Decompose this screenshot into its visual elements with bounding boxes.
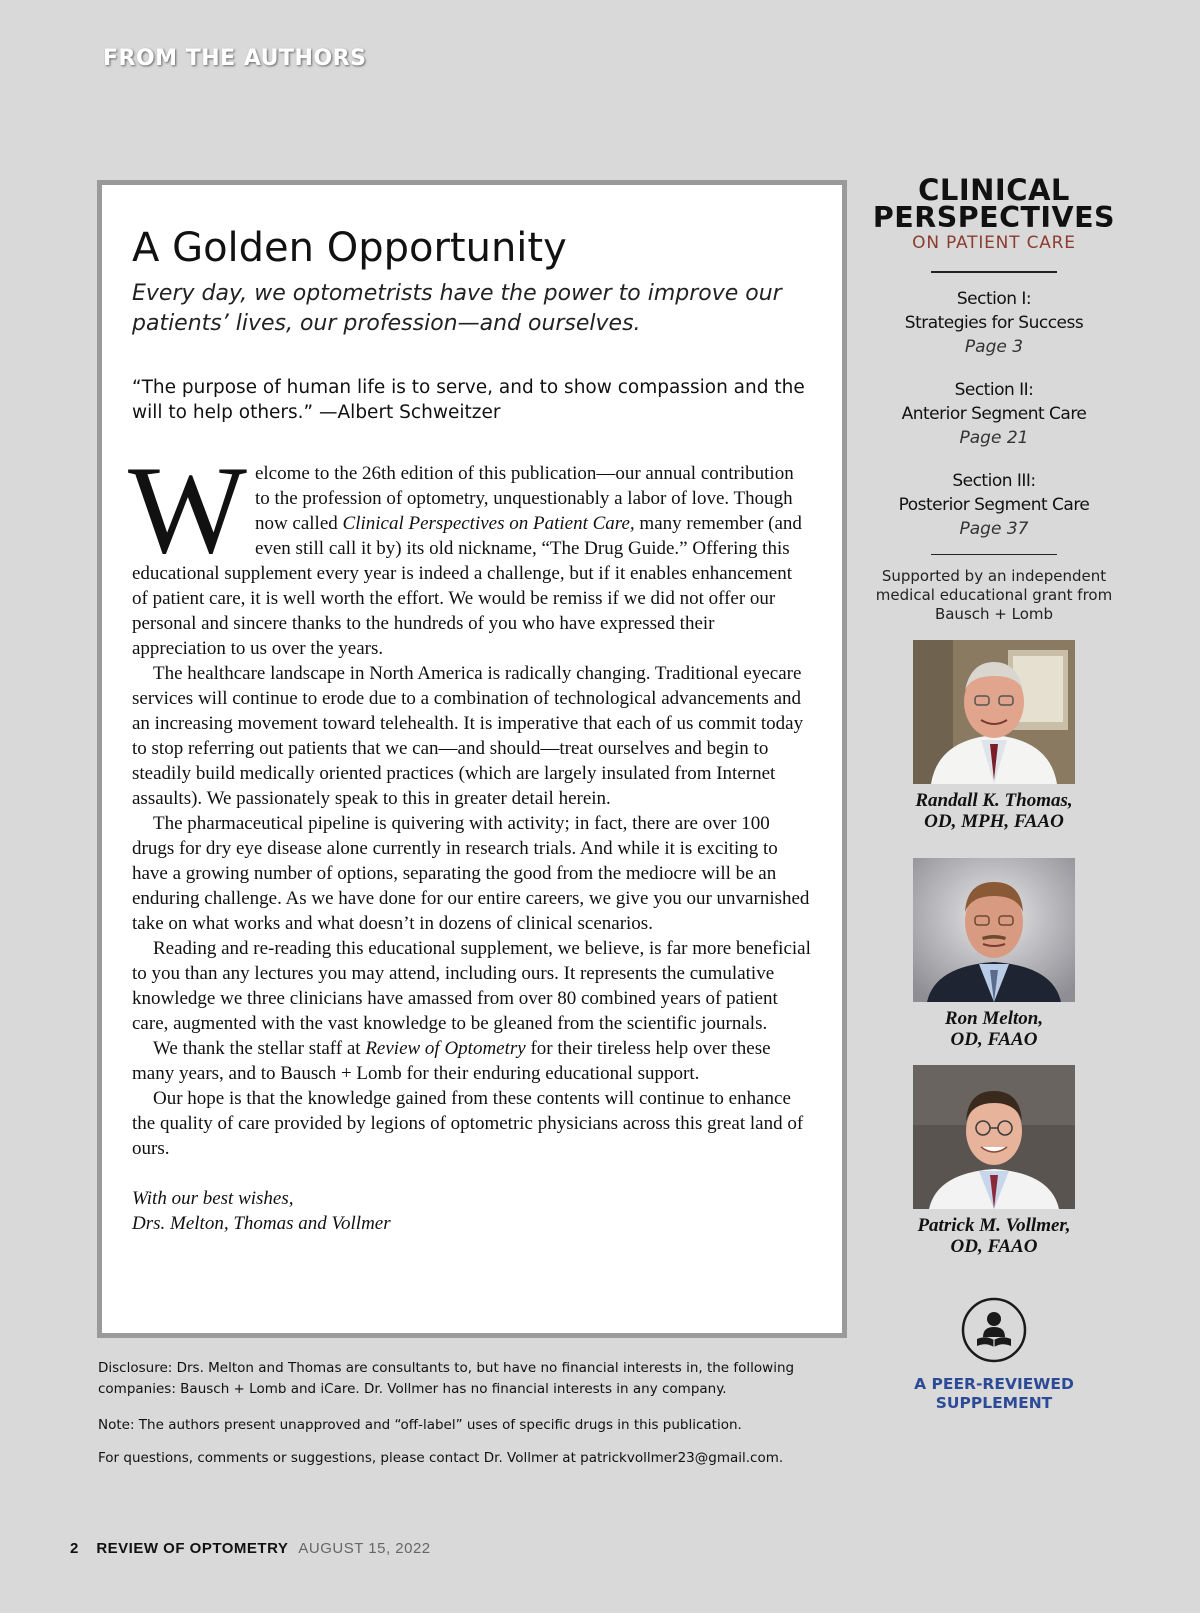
toc-page: Page 21 [959, 427, 1029, 448]
toc-title: Anterior Segment Care [901, 403, 1087, 424]
author-photo [913, 1065, 1075, 1209]
toc-item-section-2[interactable] [866, 378, 1122, 451]
author-name [866, 790, 1122, 832]
signoff [132, 1186, 812, 1236]
author-credentials: OD, FAAO [950, 1236, 1038, 1257]
toc-page: Page 37 [959, 518, 1029, 539]
paragraph-5-text: We thank the stellar staff at [153, 1038, 366, 1059]
sidebar [866, 173, 1122, 1413]
article-title: A Golden Opportunity [132, 225, 567, 271]
author-melton [866, 858, 1122, 1050]
peer-reviewed-line-2: SUPPLEMENT [935, 1394, 1053, 1412]
author-photo [913, 858, 1075, 1002]
contact-note: For questions, comments or suggestions, please contact Dr. Vollmer at patrickvollmer23@gmail.com. [98, 1450, 784, 1466]
brand-subtitle: ON PATIENT CARE [912, 233, 1076, 253]
toc-title: Strategies for Success [904, 312, 1084, 333]
paragraph-3: The pharmaceutical pipeline is quivering with activity; in fact, there are over 100 drugs for dry eye disease alone currently in research trials. And while it is exciting to have a growing number of options, separating the good from the mediocre will be an enduring challenge. As we have done for our entire careers, we give you our unvarnished take on what works and what doesn’t in dozens of clinical scenarios. [132, 813, 810, 934]
author-name [866, 1008, 1122, 1050]
paragraph-6: Our hope is that the knowledge gained from these contents will continue to enhance the quality of care provided by legions of optometric physicians across this great land of ours. [132, 1088, 804, 1159]
paragraph-5-text-cont: for their tireless help over these many years, and to Bausch + Lomb for their enduring educational support. [132, 1038, 771, 1084]
author-photo [913, 640, 1075, 784]
toc-title: Posterior Segment Care [898, 494, 1090, 515]
paragraph-2: The healthcare landscape in North America is radically changing. Traditional eyecare services will continue to erode due to a combination of technological advancements and an increasing movement toward telehealth. It is imperative that each of us commit today to stop referring out patients that we can—and should—treat ourselves and begin to steadily build medically oriented practices (which are largely insulated from Internet assaults). We passionately speak to this in greater detail herein. [132, 663, 804, 809]
peer-reviewed-label [866, 1375, 1122, 1413]
divider [931, 554, 1057, 556]
page-number: 2 [70, 1540, 79, 1557]
author-name-line-1: Ron Melton, [944, 1008, 1044, 1029]
toc-page: Page 3 [964, 336, 1024, 357]
signoff-line-2: Drs. Melton, Thomas and Vollmer [132, 1213, 391, 1234]
disclosure-text: Disclosure: Drs. Melton and Thomas are consultants to, but have no financial interests in, the following companies: Bausch + Lomb and iCare. Dr. Vollmer has no financial interests in any company. [98, 1360, 795, 1397]
toc-label: Section II: [954, 379, 1034, 400]
author-name-line-1: Patrick M. Vollmer, [917, 1215, 1071, 1236]
toc-label: Section I: [956, 288, 1032, 309]
author-name-line-1: Randall K. Thomas, [915, 790, 1073, 811]
paragraph-4: Reading and re-reading this educational supplement, we believe, is far more beneficial to you than any lectures you may attend, including ours. It represents the cumulative knowledge we three clinicians have amassed from over 80 combined years of patient care, augmented with the vast knowledge to be gleaned from the scientific journals. [132, 938, 811, 1034]
paragraph-5 [132, 1036, 812, 1086]
publication-name-italic: Clinical Perspectives on Patient Care, [342, 513, 635, 534]
magazine-name-italic: Review of Optometry [365, 1038, 526, 1059]
paragraph-1-text: elcome to the 26th edition of this publication—our annual contribution to the profession of optometry, unquestionably a labor of love. Though now called [254, 463, 794, 534]
publication-name: REVIEW OF OPTOMETRY [96, 1540, 289, 1557]
letter-box [97, 180, 847, 1338]
page-footer [70, 1540, 431, 1557]
off-label-note: Note: The authors present unapproved and “off-label” uses of specific drugs in this publication. [98, 1417, 742, 1433]
author-credentials: OD, FAAO [950, 1029, 1038, 1050]
peer-reviewed-line-1: A PEER-REVIEWED [914, 1375, 1074, 1393]
toc-item-section-3[interactable] [866, 469, 1122, 542]
toc-label: Section III: [952, 470, 1036, 491]
grant-statement: Supported by an independent medical educational grant from Bausch + Lomb [875, 567, 1113, 623]
section-label: FROM THE AUTHORS [103, 46, 367, 71]
author-thomas [866, 640, 1122, 832]
signoff-line-1: With our best wishes, [132, 1188, 294, 1209]
author-credentials: OD, MPH, FAAO [924, 811, 1064, 832]
issue-date: AUGUST 15, 2022 [298, 1540, 431, 1557]
pull-quote: “The purpose of human life is to serve, and to show compassion and the will to help others.” —Albert Schweitzer [132, 377, 805, 423]
author-name [866, 1215, 1122, 1257]
article-subtitle: Every day, we optometrists have the power to improve our patients’ lives, our profession—and ourselves. [132, 281, 782, 336]
brand-title-line-1: CLINICAL [918, 173, 1070, 207]
article-body [128, 441, 812, 1161]
author-vollmer [866, 1065, 1122, 1257]
divider [931, 271, 1057, 273]
paragraph-1-text-cont: many remember (and even still call it by) its old nickname, “The Drug Guide.” Offering this educational supplement every year is indeed a challenge, but if it enables enhancement of patient care, it is well worth the effort. We would be remiss if we did not offer our personal and sincere thanks to the hundreds of you who have expressed their appreciation to us over the years. [132, 513, 802, 659]
peer-review-icon [961, 1297, 1027, 1363]
toc-item-section-1[interactable] [866, 287, 1122, 360]
disclosure-notes [98, 1358, 848, 1469]
drop-cap: W [128, 441, 247, 580]
paragraph-1 [128, 441, 812, 661]
brand-title-line-2: PERSPECTIVES [872, 201, 1116, 234]
